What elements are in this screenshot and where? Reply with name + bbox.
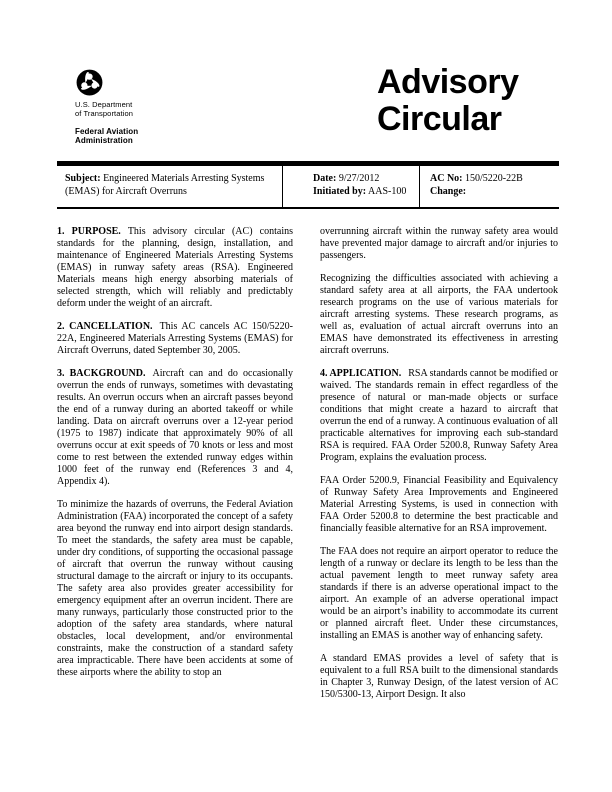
agency-line2: Administration — [75, 136, 133, 145]
us-dot-logo-icon — [76, 69, 103, 96]
ac-no-value: 150/5220-22B — [465, 173, 523, 184]
meta-table — [57, 166, 559, 209]
paragraph-text: RSA standards cannot be modified or waived. The standards remain in effect regardless of the presence of natural or man-made objects or surface conditions that might create a hazard to aircraft that overrun the end of a runway. A continuous evaluation of all practicable alternatives for improving each sub-standard RSA is required. FAA Order 5200.8, Runway Safety Area Program, explains the evaluation process. — [320, 368, 558, 463]
paragraph-text: This advisory circular (AC) contains standards for the planning, design, installation, and maintenance of Engineered Materials Arresting Systems (EMAS) in runway safety areas (RSA). Engineered Materials means high energy absorbing materials of selected strength, which will reliably and predictably deform under the weight of an aircraft. — [57, 226, 293, 309]
paragraph-text: Recognizing the difficulties associated with achieving a standard safety area at all airports, the FAA undertook research programs on the use of various materials for aircraft arresting systems. These research programs, as well as, evaluation of actual aircraft overruns into an EMAS have demonstrated its effectiveness in arresting aircraft overruns. — [320, 273, 558, 356]
department-line1: U.S. Department — [75, 100, 133, 109]
right-column — [320, 226, 558, 712]
paragraph-text: This AC cancels AC 150/5220-22A, Engineered Materials Arresting Systems (EMAS) for Aircraft Overruns, dated September 30, 2005. — [57, 321, 294, 356]
title-line2: Circular — [377, 100, 502, 138]
section-heading: 3. BACKGROUND. — [57, 368, 146, 379]
paragraph-text: overrunning aircraft within the runway safety area would have prevented major damage to aircraft and/or injuries to passengers. — [320, 226, 558, 261]
initiated-by-label: Initiated by: — [313, 186, 367, 197]
paragraph-text: The FAA does not require an airport operator to reduce the length of a runway or declare its length to be less than the actual pavement length to meet runway safety area standards if there is an adverse operational impact to the airport. An example of an adverse operational impact would be an airport’s inability to accommodate its current or planned aircraft fleet. Under these circumstances, installing an EMAS is another way of enhancing safety. — [320, 546, 558, 641]
initiated-by-value: AAS-100 — [368, 186, 407, 197]
page-title — [377, 64, 519, 138]
paragraph-standard-emas — [320, 653, 558, 701]
department-name — [75, 101, 133, 118]
subject-value: Engineered Materials Arresting Systems (EMAS) for Aircraft Overruns — [65, 173, 265, 197]
agency-name — [75, 127, 138, 145]
section-heading: 2. CANCELLATION. — [57, 321, 153, 332]
left-column — [57, 226, 293, 712]
meta-subject-cell — [57, 166, 283, 207]
section-heading: 4. APPLICATION. — [320, 368, 402, 379]
date-label: Date: — [313, 173, 337, 184]
change-label: Change: — [430, 186, 467, 197]
paragraph-overrunning-continuation — [320, 226, 558, 262]
agency-line1: Federal Aviation — [75, 127, 139, 136]
department-line2: of Transportation — [75, 108, 133, 118]
paragraph-text: FAA Order 5200.9, Financial Feasibility and Equivalency of Runway Safety Area Improvements and Engineered Material Arresting Systems, is used in connection with FAA Order 5200.8 to determine the best practicable and financially feasible alternative for an RSA improvement. — [320, 475, 558, 534]
paragraph-text: A standard EMAS provides a level of safety that is equivalent to a full RSA built to the dimensional standards in Chapter 3, Runway Design, of the latest version of AC 150/5300-13, Airport Design. It also — [320, 653, 558, 700]
date-value: 9/27/2012 — [338, 173, 380, 184]
paragraph-faa-order-52009 — [320, 475, 558, 535]
title-line1: Advisory — [377, 63, 519, 101]
document-body — [57, 226, 559, 712]
paragraph-text: Aircraft can and do occasionally overrun the ends of runways, sometimes with devastating results. An overrun occurs when an aircraft passes beyond the end of a runway during an aborted takeoff or while landing. Data on aircraft overruns over a 12-year period (1975 to 1987) indicate that approximately 90% of all overruns occur at exit speeds of 70 knots or less and most come to rest between the extended runway edges within 1000 feet of the runway end (References 3 and 4, Appendix 4). — [57, 368, 293, 487]
paragraph-minimize-hazards — [57, 499, 293, 679]
paragraph-recognizing — [320, 273, 558, 357]
paragraph-cancellation — [57, 321, 293, 357]
paragraph-application — [320, 368, 558, 464]
paragraph-background — [57, 368, 293, 488]
paragraph-runway-length — [320, 546, 558, 642]
meta-date-cell — [283, 166, 420, 207]
subject-label: Subject: — [65, 173, 101, 184]
paragraph-purpose — [57, 226, 293, 310]
meta-acno-cell — [420, 166, 559, 207]
paragraph-text: To minimize the hazards of overruns, the Federal Aviation Administration (FAA) incorporated the concept of a safety area beyond the runway end into airport design standards. To meet the standards, the safety area must be capable, under dry conditions, of supporting the occasional passage of aircraft that overrun the runway without causing structural damage to the aircraft or injury to its occupants. The safety area also provides greater accessibility for emergency equipment after an overrun incident. There are many runways, particularly those constructed prior to the adoption of the safety area standards, where natural obstacles, local development, and/or environmental constraints, make the construction of a standard safety area impracticable. There have been accidents at some of these airports where the ability to stop an — [57, 499, 293, 678]
ac-no-label: AC No: — [430, 173, 463, 184]
section-heading: 1. PURPOSE. — [57, 226, 121, 237]
